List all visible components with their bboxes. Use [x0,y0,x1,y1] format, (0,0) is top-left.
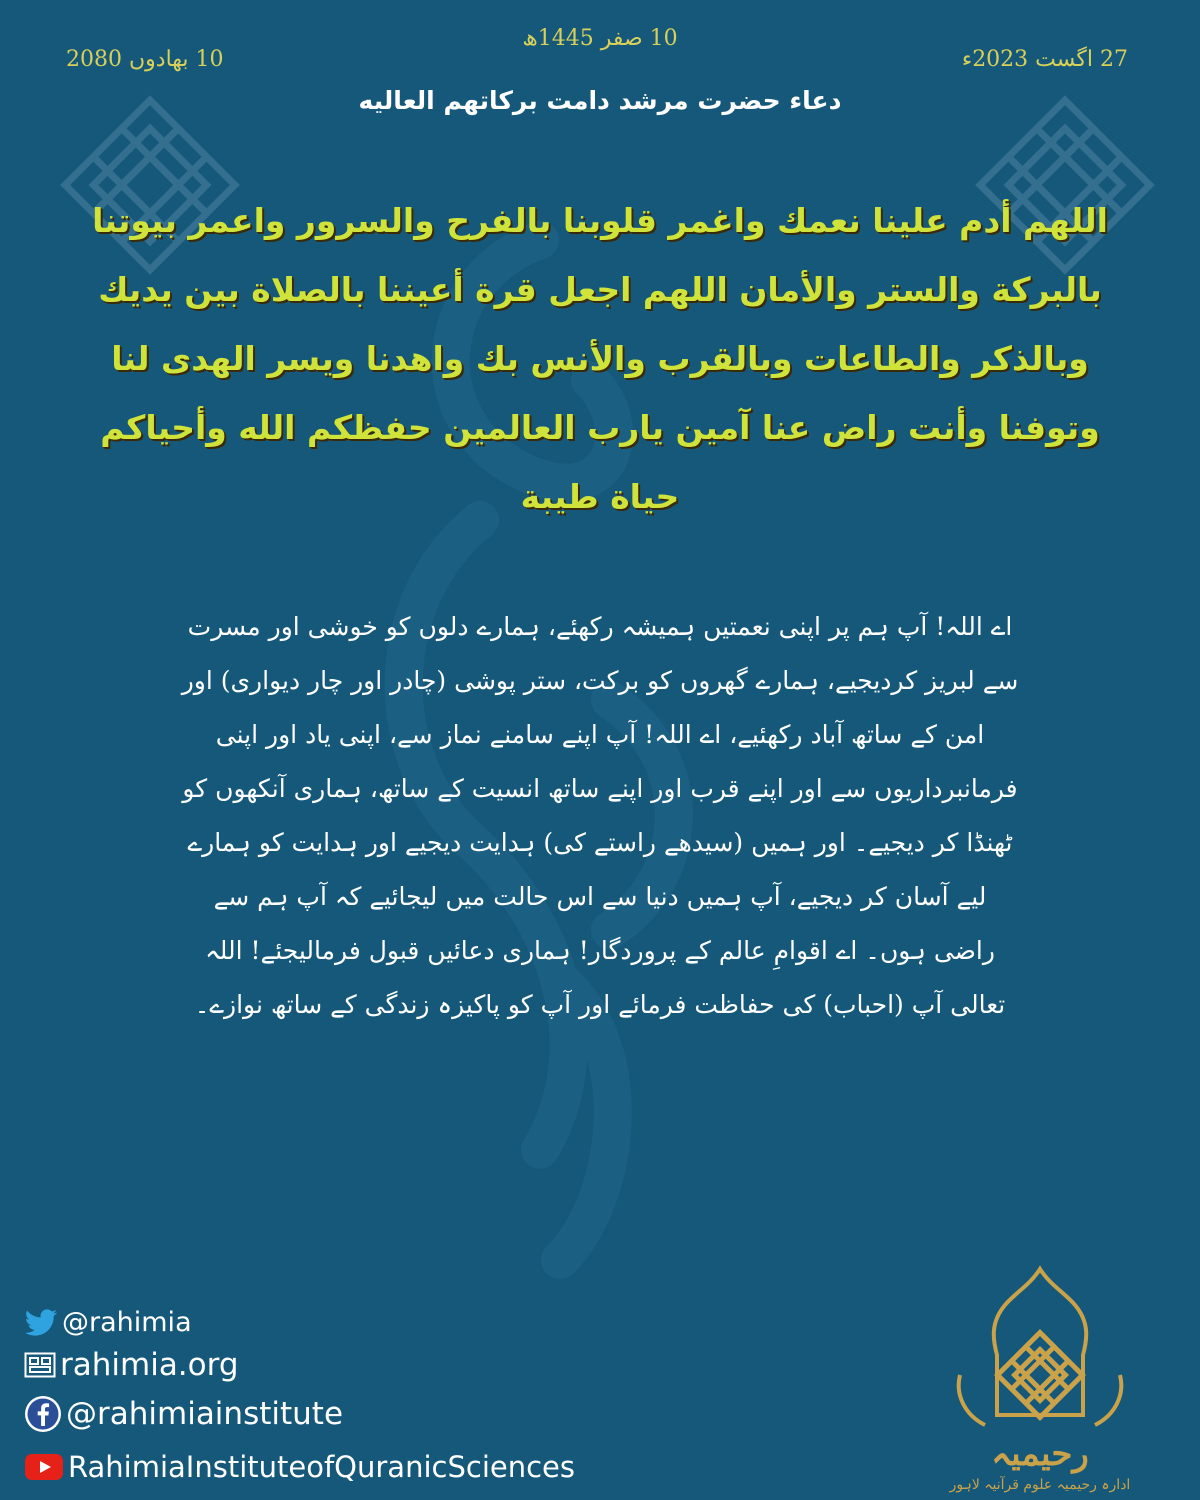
facebook-handle: @rahimiainstitute [66,1396,344,1432]
website-url: rahimia.org [60,1347,239,1383]
youtube-link[interactable] [24,1450,575,1484]
rahimia-logo [905,1265,1175,1495]
date-gregorian: 27 اگست 2023ء [961,47,1128,72]
urdu-translation-text: اے اللہ! آپ ہم پر اپنی نعمتیں ہمیشہ رکھئے، ہمارے دلوں کو خوشی اور مسرت سے لبریز کردیجیے، ہمارے گھروں کو برکت، ستر پوشی (چادر اور چار دیواری) اور امن کے ساتھ آباد رکھئیے، اے اللہ! آپ اپنے سامنے نماز سے، اپنی یاد اور اپنی فرمانبرداریوں سے اور اپنے قرب اور اپنے ساتھ انسیت کے ساتھ، ہماری آنکھوں کو ٹھنڈا کر دیجیے۔ اور ہمیں (سیدھے راستے کی) ہدایت دیجیے اور ہدایت کو ہمارے لیے آسان کر دیجیے، آپ ہمیں دنیا سے اس حالت میں لیجائیے کہ آپ ہم سے راضی ہوں۔ اے اقوامِ عالم کے پروردگار! ہماری دعائیں قبول فرمالیجئے! اللہ تعالی آپ (احباب) کی حفاظت فرمائے اور آپ کو پاکیزہ زندگی کے ساتھ نوازے۔ [181,612,1019,1019]
twitter-link[interactable] [24,1307,192,1338]
arabic-dua-text: اللهم أدم علينا نعمك واغمر قلوبنا بالفرح والسرور واعمر بيوتنا بالبركة والستر والأمان اللهم اجعل قرة أعيننا بالصلاة بين يديك وبالذكر والطاعات وبالقرب والأنس بك واهدنا ويسر الهدى لنا وتوفنا وأنت راض عنا آمين يارب العالمين حفظكم الله وأحياكم حياة طيبة [92,201,1108,516]
logo-subtitle: ادارہ رحیمیہ علوم قرآنیہ لاہور [949,1477,1131,1493]
website-icon [24,1352,56,1378]
logo-name: رحیمیہ [991,1434,1089,1474]
facebook-icon [24,1395,62,1433]
twitter-icon [24,1309,58,1337]
youtube-channel: RahimiaInstituteofQuranicSciences [68,1450,575,1484]
website-link[interactable] [24,1347,239,1383]
date-hijri: 10 صفر 1445ھ [522,26,678,51]
page-title: دعاء حضرت مرشد دامت برکاتھم العالیه [358,86,842,115]
twitter-handle: @rahimia [62,1307,192,1338]
facebook-link[interactable] [24,1395,343,1433]
youtube-icon [24,1453,64,1481]
date-bikrami: 10 بھادوں 2080 [66,47,224,72]
